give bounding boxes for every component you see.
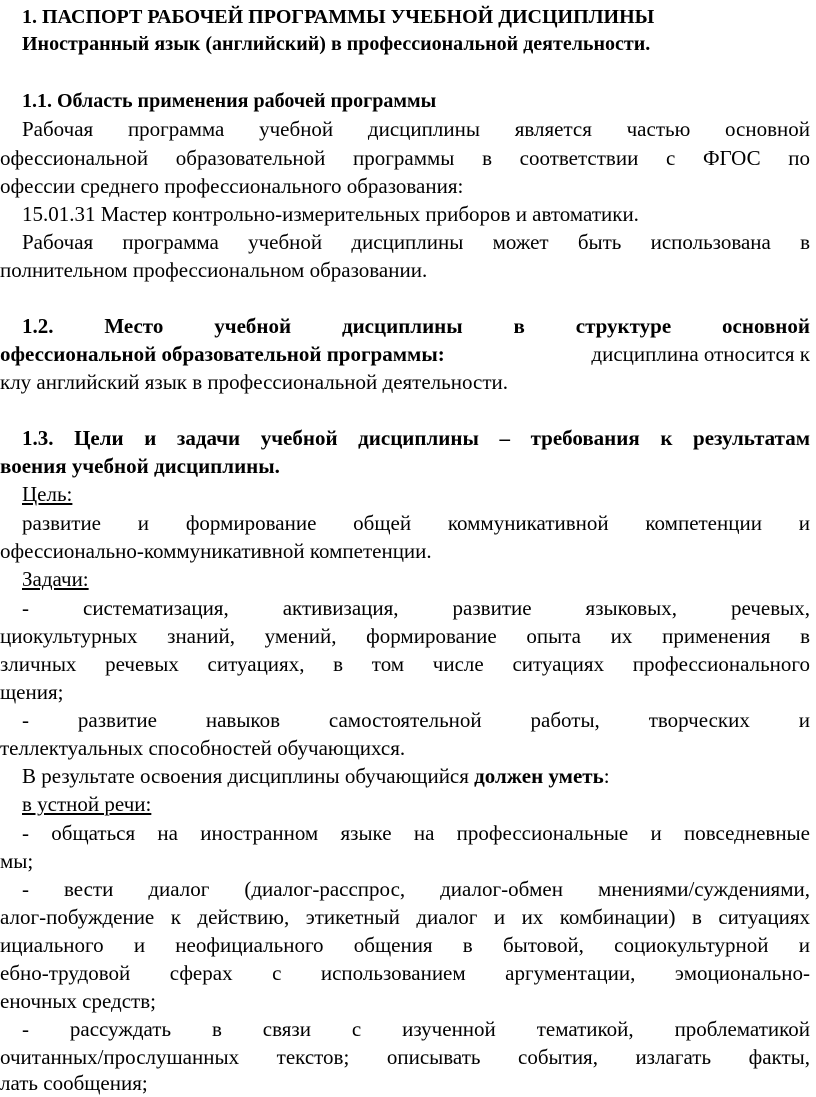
- task-item-line: - систематизация, активизация, развитие языковых, речевых,: [22, 596, 810, 620]
- goal-text-line: развитие и формирование общей коммуникативной компетенции и: [22, 511, 810, 535]
- document-subtitle: Иностранный язык (английский) в профессиональной деятельности.: [22, 33, 651, 55]
- section-1-1-text-line: Рабочая программа учебной дисциплины может быть использована в: [22, 230, 810, 254]
- profession-code-line: 15.01.31 Мастер контрольно-измерительных приборов и автоматики.: [22, 202, 639, 226]
- section-1-3-heading: 1.3. Цели и задачи учебной дисциплины – требования к результатам: [22, 426, 810, 450]
- section-1-2-heading: 1.2. Место учебной дисциплины в структуре основной: [22, 314, 810, 338]
- section-1-1-text-line: полнительном профессиональном образовании.: [0, 258, 428, 282]
- section-1-2-text-line: клу английский язык в профессиональной деятельности.: [0, 370, 508, 394]
- result-intro-line: [22, 763, 610, 789]
- oral-speech-label: в устной речи:: [22, 792, 152, 816]
- section-1-1-heading: 1.1. Область применения рабочей программы: [22, 90, 437, 112]
- oral-skill-line: лать сообщения;: [0, 1071, 148, 1095]
- oral-skill-line: еночных средств;: [0, 989, 156, 1013]
- tasks-label: Задачи:: [22, 567, 89, 591]
- section-1-2-heading-continued: офессиональной образовательной программы:: [0, 342, 445, 366]
- goal-text-line: офессионально-коммуникативной компетенции.: [0, 539, 432, 563]
- section-1-2-line: [0, 341, 810, 367]
- oral-skill-line: ебно-трудовой сферах с использованием аргументации, эмоционально-: [0, 961, 810, 985]
- section-1-2-text: дисциплина относится к: [591, 342, 810, 366]
- oral-skill-line: - общаться на иностранном языке на профессиональные и повседневные: [22, 821, 810, 845]
- goal-label: Цель:: [22, 482, 73, 506]
- section-1-1-text-line: Рабочая программа учебной дисциплины является частью основной: [22, 117, 810, 141]
- oral-skill-line: алог-побуждение к действию, этикетный диалог и их комбинации) в ситуациях: [0, 905, 810, 929]
- section-1-1-text-line: офессиональной образовательной программы в соответствии с ФГОС по: [0, 146, 810, 170]
- result-colon: :: [603, 764, 610, 788]
- result-intro-text: В результате освоения дисциплины обучающийся: [22, 764, 475, 788]
- task-item-line: щения;: [0, 680, 64, 704]
- oral-skill-line: мы;: [0, 849, 34, 873]
- oral-skill-line: ициального и неофициального общения в бытовой, социокультурной и: [0, 933, 810, 957]
- oral-skill-line: - рассуждать в связи с изученной тематикой, проблематикой: [22, 1017, 810, 1041]
- section-1-3-heading-continued: воения учебной дисциплины.: [0, 454, 280, 478]
- task-item-line: циокультурных знаний, умений, формирование опыта их применения в: [0, 624, 810, 648]
- task-item-line: теллектуальных способностей обучающихся.: [0, 736, 406, 760]
- oral-skill-line: очитанных/прослушанных текстов; описывать события, излагать факты,: [0, 1045, 810, 1069]
- task-item-line: зличных речевых ситуациях, в том числе ситуациях профессионального: [0, 652, 810, 676]
- section-1-1-text-line: офессии среднего профессионального образования:: [0, 174, 464, 198]
- task-item-line: - развитие навыков самостоятельной работы, творческих и: [22, 708, 810, 732]
- document-title: 1. ПАСПОРТ РАБОЧЕЙ ПРОГРАММЫ УЧЕБНОЙ ДИСЦИПЛИНЫ: [22, 6, 655, 28]
- oral-skill-line: - вести диалог (диалог-расспрос, диалог-обмен мнениями/суждениями,: [22, 877, 810, 901]
- result-must-be-able: должен уметь: [474, 764, 604, 788]
